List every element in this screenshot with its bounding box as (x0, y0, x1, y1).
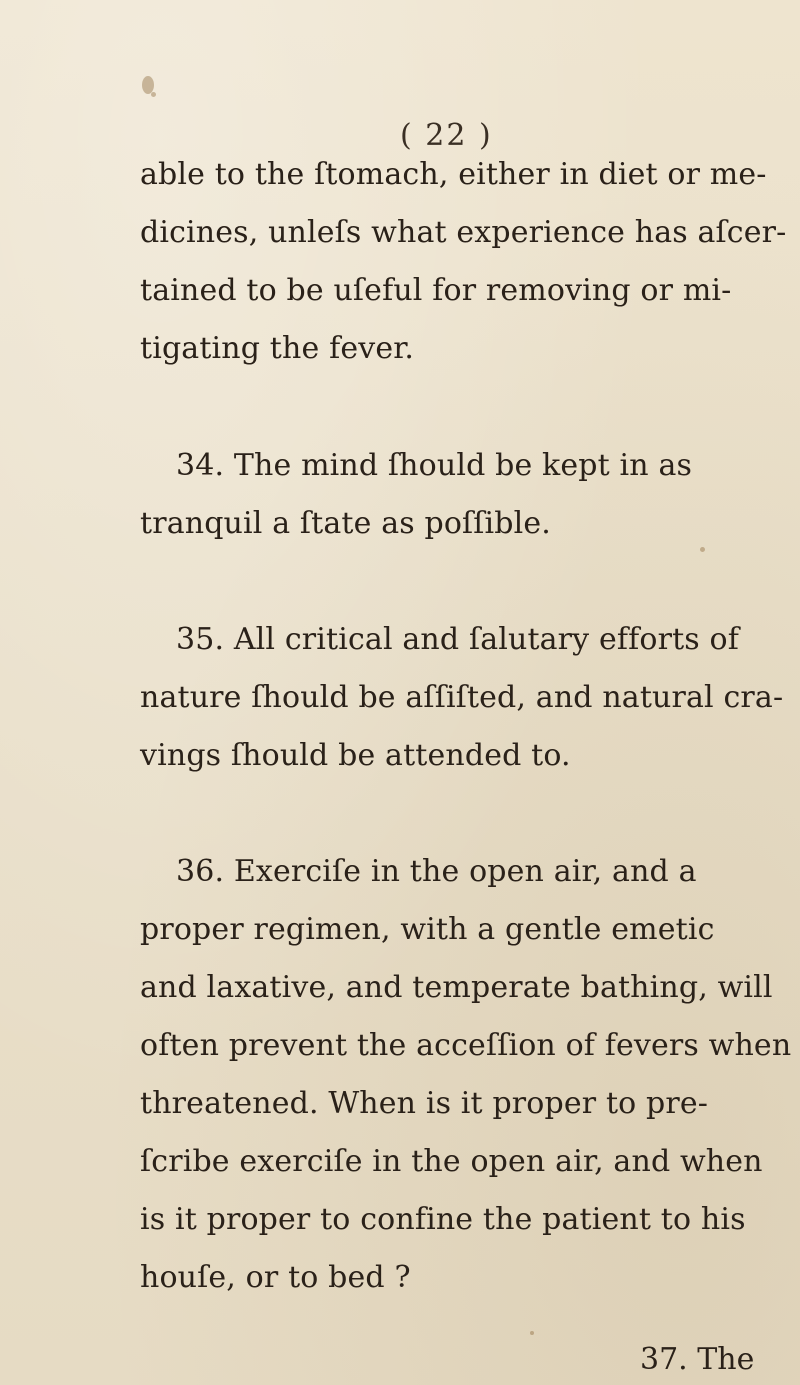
text-line: able to the ſtomach, either in diet or me- (140, 157, 767, 192)
text-line: and laxative, and temperate bathing, will (140, 970, 773, 1005)
text-line: nature ſhould be aſſiſted, and natural cra- (140, 680, 784, 715)
foxing-spot (700, 547, 705, 552)
page-number-header: ( 22 ) (400, 118, 493, 153)
foxing-spot (142, 76, 154, 94)
text-line: 34. The mind ſhould be kept in as (176, 448, 693, 483)
text-line: 36. Exerciſe in the open air, and a (176, 854, 697, 889)
text-line: tigating the fever. (140, 331, 415, 366)
foxing-spot (530, 1331, 534, 1335)
text-line: vings ſhould be attended to. (140, 738, 571, 773)
text-line: threatened. When is it proper to pre- (140, 1086, 709, 1121)
catchword: 37. The (640, 1342, 755, 1377)
text-line: houſe, or to bed ? (140, 1260, 411, 1295)
text-line: tained to be uſeful for removing or mi- (140, 273, 732, 308)
foxing-spot (151, 92, 156, 97)
text-line: often prevent the acceſſion of fevers when (140, 1028, 792, 1063)
text-line: ſcribe exerciſe in the open air, and when (140, 1144, 763, 1179)
text-line: is it proper to confine the patient to his (140, 1202, 746, 1237)
text-line: proper regimen, with a gentle emetic (140, 912, 715, 947)
text-line: 35. All critical and ſalutary efforts of (176, 622, 739, 657)
text-line: tranquil a ſtate as poſſible. (140, 506, 551, 541)
text-line: dicines, unleſs what experience has aſcer- (140, 215, 787, 250)
